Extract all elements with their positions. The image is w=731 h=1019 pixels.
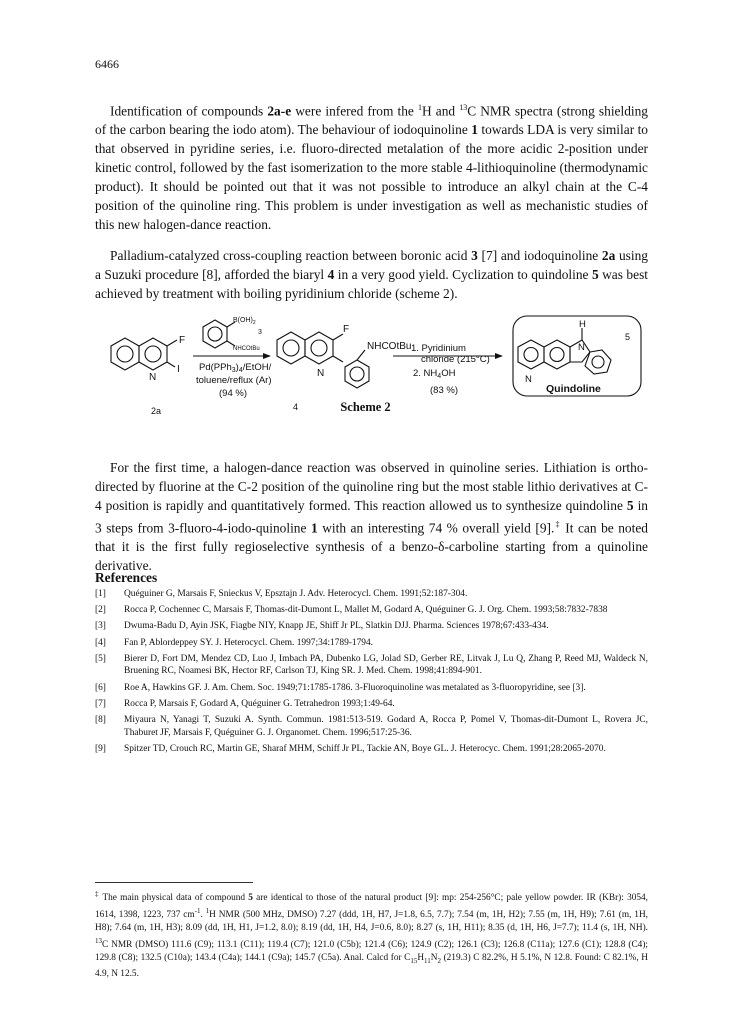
biaryl-4-structure [277,332,369,388]
svg-text:NHCOtBu: NHCOtBu [367,341,412,352]
reference-item: [8] Miyaura N, Yanagi T, Suzuki A. Synth. Commun. 1981:513-519. Godard A, Rocca P, Pomel V, Thomas-dit-Dumont L, Rovera JC, Thaburet JF, Marsais F, Quéguiner G. J. Organomet. Chem. 1996;517:25-36. [95,714,648,738]
svg-text:(83 %): (83 %) [430,385,458,396]
scheme-label: Scheme 2 [340,400,391,414]
reference-item: [3] Dwuma-Badu D, Ayin JSK, Fiagbe NIY, Knapp JE, Shiff Jr PL, Slatkin DJJ. Pharma. Sciences 1978;67:433-434. [95,621,549,632]
svg-text:2. NH4OH: 2. $NH_4OH$ [413,368,456,380]
svg-text:(94 %): (94 %) [219,388,247,399]
svg-text:N: N [578,342,585,353]
footnote-rule [95,882,253,883]
reference-item: [6] Roe A, Hawkins GF. J. Am. Chem. Soc. 1949;71:1785-1786. 3-Fluoroquinoline was metalated as 3-fluoropyridine, see [3]. [95,682,586,693]
svg-text:toluene/reflux (Ar): toluene/reflux (Ar) [196,375,272,386]
svg-text:N: N [317,368,325,379]
svg-text:F: F [343,324,350,335]
reference-item: [9] Spitzer TD, Crouch RC, Martin GE, Sharaf MHM, Schiff Jr PL, Tackie AN, Boye GL. J. Heterocyc. Chem. 1991;28:2065-2070. [95,743,606,754]
svg-text:I: I [177,364,180,375]
quindoline-5-structure [518,328,611,374]
svg-text:F: F [179,335,186,346]
reference-item: [7] Rocca P, Marsais F, Godard A, Quéguiner G. Tetrahedron 1993;1:49-64. [95,698,395,709]
svg-text:chloride (215°C): chloride (215°C) [421,354,490,365]
page-number: 6466 [95,57,119,71]
svg-text:2a: 2a [151,406,162,416]
svg-text:Pd(PPh3)4/EtOH/: $Pd(PPh_3)_4/EtOH/$ [199,362,272,374]
references-heading: References [95,570,158,585]
paragraph-1: Identification of compounds 2a-e were infered from the $^1$H and $^{13}$C NMR spectra (strong shielding of the carbon bearing the iodo atom). The behaviour of iodoquinoline 1 towards LDA is very similar to that observed in pyridine series, i.e. fluoro-directed metalation of the more acidic 2-position under kinetic control, followed by the fast isomerization to the more stable 4-lithioquinoline (thermodynamic product). It should be pointed out that it was not possible to introduce an alkyl chain at the C-4 position of the quinoline ring. This problem is under investigation as well as mechanistic studies of this new halogen-dance reaction. [95,103,649,232]
svg-text:Quindoline: Quindoline [546,383,601,395]
svg-text:5: 5 [625,332,631,342]
reference-item: [2] Rocca P, Cochennec C, Marsais F, Thomas-dit-Dumont L, Mallet M, Godard A, Quéguiner G. J. Org. Chem. 1993;58:7832-7838 [95,605,608,616]
reference-item: [4] Fan P, Ablordeppey SY. J. Heterocycl. Chem. 1997;34:1789-1794. [95,637,374,648]
paragraph-3: For the first time, a halogen-dance reaction was observed in quinoline series. Lithiation is ortho-directed by fluorine at the C-2 position of the quinoline ring but the most stable lithio derivatives at C-4 position is rapidly and quantitatively formed. This reaction allowed us to synthesize quindoline 5 in 3 steps from 3-fluoro-4-iodo-quinoline 1 with an interesting 74 % overall yield [9].‡ It can be noted that it is the first fully regioselective synthesis of a benzo-δ-carboline starting from a quinoline derivative. [95,460,648,573]
paragraph-2: Palladium-catalyzed cross-coupling reaction between boronic acid 3 [7] and iodoquinoline 2a using a Suzuki procedure [8], afforded the biaryl 4 in a very good yield. Cyclization to quindoline 5 was best achieved by treatment with boiling pyridinium chloride (scheme 2). [95,248,648,301]
boronic-acid-3-structure [203,320,235,348]
reference-item: [5] Bierer D, Fort DM, Mendez CD, Luo J, Imbach PA, Dubenko LG, Jolad SD, Gerber RE, Litvak J, Lu Q, Zhang P, Reed MJ, Waldeck N, Bruening RC, Noamesi BK, Hector RF, Carlson TJ, King SR. J. Med. Chem. 1998;41:894-901. [95,653,648,677]
svg-text:NHCOtBu: NHCOtBu [233,346,260,352]
svg-text:3: 3 [258,329,262,336]
svg-text:H: H [579,319,586,330]
references-list [95,588,648,759]
svg-text:4: 4 [293,402,299,412]
svg-text:N: N [525,374,532,385]
svg-text:N: N [149,372,157,383]
footnote: ‡ The main physical data of compound 5 are identical to those of the natural product [9]: mp: 254-256°C; pale yellow powder. IR (KBr): 3054, 1614, 1398, 1223, 737 $cm^{-1}$. $^1$H NMR (500 MHz, DMSO) 7.27 (ddd, 1H, H7, J=1.8, 6.5, 7.7); 7.54 (m, 1H, H2); 7.55 (m, 1H, H9); 7.61 (m, 1H, H8); 7.64 (m, 1H, H3); 8.09 (dd, 1H, H1, J=1.2, 8.0); 8.19 (dd, 1H, H4, J=0.6, 8.0); 8.27 (s, 1H, H11); 8.35 (d, 1H, H6, J=7.7); 11.4 (s, 1H, NH). $^{13}$C NMR (DMSO) 111.6 (C9); 113.1 (C11); 119.4 (C7); 121.0 (C5b); 121.4 (C6); 124.9 (C2); 126.1 (C3); 126.8 (C11a); 127.6 (C1); 128.8 (C4); 129.8 (C8); 132.5 (C10a); 143.4 (C4a); 144.1 (C9a); 145.7 (C5a). Anal. Calcd for $C_{15}H_{11}N_2$ (219.3) C 82.2%, H 5.1%, N 12.8. Found: C 82.1%, H 4.9, N 12.5. [95,890,648,979]
reference-item: [1] Quéguiner G, Marsais F, Snieckus V, Epsztajn J. Adv. Heterocycl. Chem. 1991;52:187-304. [95,589,468,599]
quinoline-2a-structure [111,338,177,370]
svg-text:B(OH)2: $B(OH)_2$ [233,317,256,326]
svg-text:1. Pyridinium: 1. Pyridinium [411,343,466,354]
